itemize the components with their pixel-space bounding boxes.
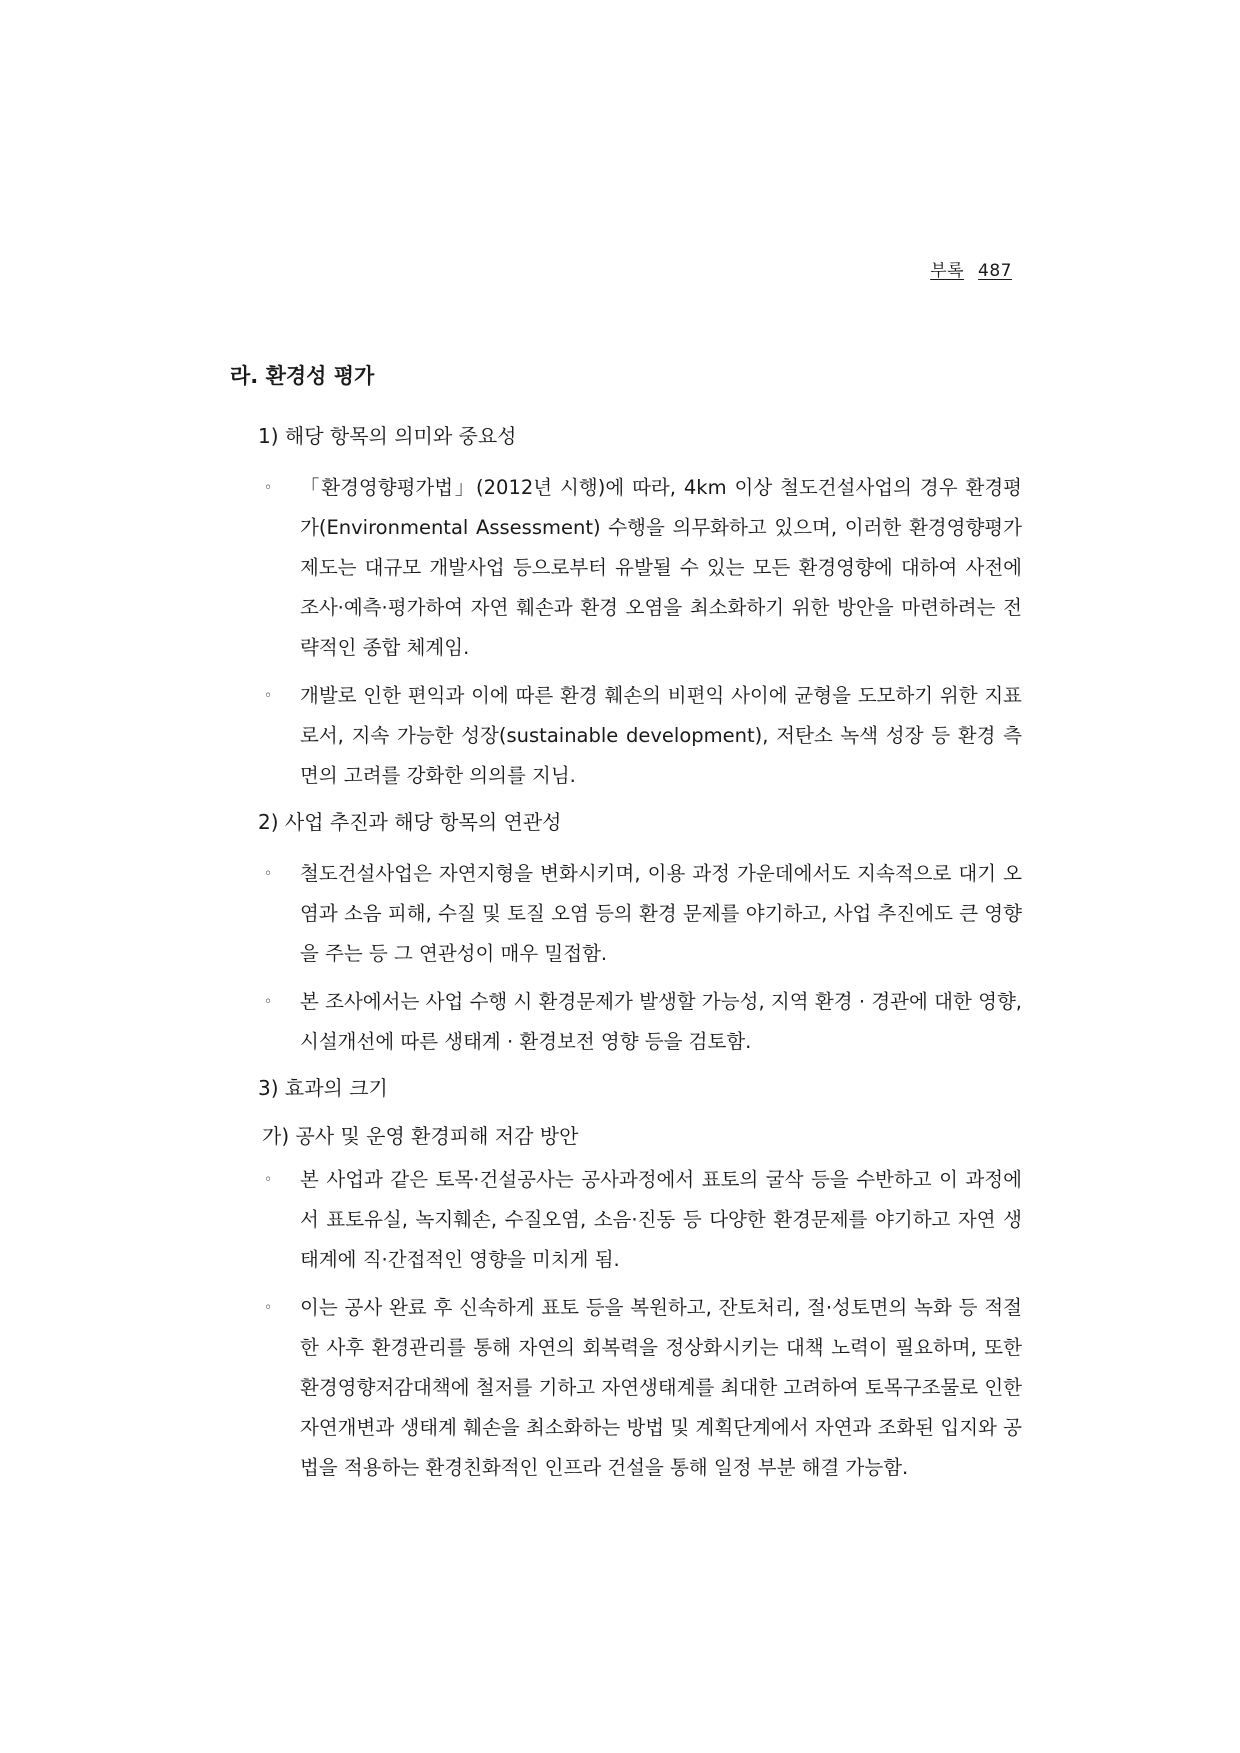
bullet-text: 개발로 인한 편익과 이에 따른 환경 훼손의 비편익 사이에 균형을 도모하기 위한 지표로서, 지속 가능한 성장(sustainable development), 저탄소 녹색 성장 등 환경 측면의 고려를 강화한 의의를 지님. — [300, 684, 1022, 787]
page-number: 487 — [978, 261, 1012, 281]
bullet-mark-icon: ◦ — [264, 688, 273, 704]
bullet-mark-icon: ◦ — [264, 994, 273, 1010]
main-content — [230, 360, 1022, 1498]
bullet-text: 이는 공사 완료 후 신속하게 표토 등을 복원하고, 잔토처리, 절·성토면의 녹화 등 적절한 사후 환경관리를 통해 자연의 회복력을 정상화시키는 대책 노력이 필요하며, 또한 환경영향저감대책에 철저를 기하고 자연생태계를 최대한 고려하여 토목구조물로 인한 자연개변과 생태계 훼손을 최소화하는 방법 및 계획단계에서 자연과 조화된 입지와 공법을 적용하는 환경친화적인 인프라 건설을 통해 일정 부분 해결 가능함. — [300, 1296, 1022, 1479]
bullet-item — [230, 1160, 1022, 1280]
bullet-list — [230, 854, 1022, 1062]
bullet-list — [230, 468, 1022, 796]
subsection-title: 3) 효과의 크기 — [258, 1076, 388, 1100]
bullet-mark-icon: ◦ — [264, 866, 273, 882]
bullet-text: 「환경영향평가법」(2012년 시행)에 따라, 4km 이상 철도건설사업의 경우 환경평가(Environmental Assessment) 수행을 의무화하고 있으며, 이러한 환경영향평가제도는 대규모 개발사업 등으로부터 유발될 수 있는 모든 환경영향에 대하여 사전에 조사·예측·평가하여 자연 훼손과 환경 오염을 최소화하기 위한 방안을 마련하려는 전략적인 종합 체계임. — [300, 476, 1022, 659]
header-label: 부록 — [930, 261, 965, 281]
bullet-item — [230, 982, 1022, 1062]
bullet-text: 본 조사에서는 사업 수행 시 환경문제가 발생할 가능성, 지역 환경 · 경관에 대한 영향, 시설개선에 따른 생태계 · 환경보전 영향 등을 검토함. — [300, 990, 1022, 1053]
minor-title: 가) 공사 및 운영 환경피해 저감 방안 — [262, 1124, 579, 1148]
bullet-mark-icon: ◦ — [264, 480, 273, 496]
section-title: 라. 환경성 평가 — [230, 364, 375, 388]
bullet-list — [230, 1160, 1022, 1488]
bullet-item — [230, 468, 1022, 668]
bullet-text: 본 사업과 같은 토목·건설공사는 공사과정에서 표토의 굴삭 등을 수반하고 이 과정에서 표토유실, 녹지훼손, 수질오염, 소음·진동 등 다양한 환경문제를 야기하고 자연 생태계에 직·간접적인 영향을 미치게 됨. — [300, 1168, 1022, 1271]
bullet-mark-icon: ◦ — [264, 1300, 273, 1316]
subsection-title: 2) 사업 추진과 해당 항목의 연관성 — [258, 810, 562, 834]
bullet-item — [230, 676, 1022, 796]
bullet-item — [230, 854, 1022, 974]
subsection-title: 1) 해당 항목의 의미와 중요성 — [258, 424, 517, 448]
bullet-mark-icon: ◦ — [264, 1172, 273, 1188]
bullet-item — [230, 1288, 1022, 1488]
running-header — [930, 256, 1012, 281]
bullet-text: 철도건설사업은 자연지형을 변화시키며, 이용 과정 가운데에서도 지속적으로 대기 오염과 소음 피해, 수질 및 토질 오염 등의 환경 문제를 야기하고, 사업 추진에도 큰 영향을 주는 등 그 연관성이 매우 밀접함. — [300, 862, 1022, 965]
